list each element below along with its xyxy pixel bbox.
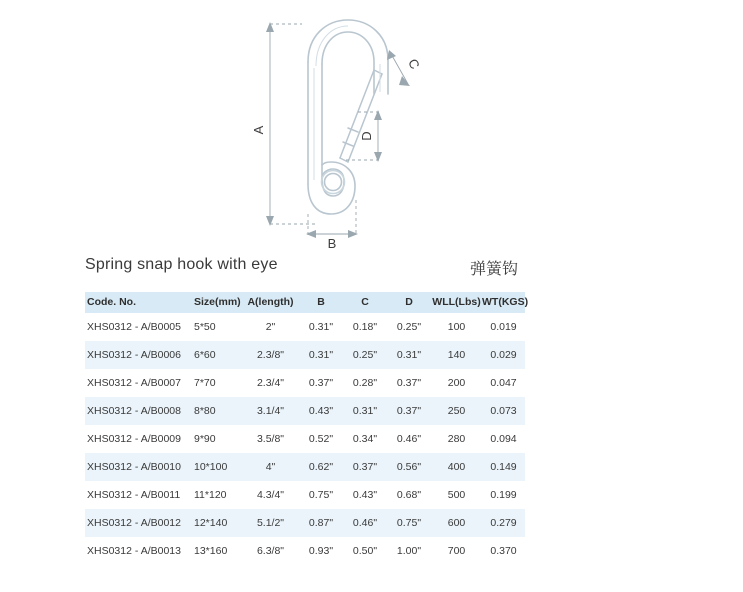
table-cell: 0.279	[482, 509, 525, 537]
dimension-label-b: B	[327, 236, 337, 248]
table-cell: 140	[431, 341, 482, 369]
table-cell: 5.1/2"	[242, 509, 299, 537]
table-cell: 10*100	[190, 453, 242, 481]
table-cell: 0.75"	[299, 481, 343, 509]
table-body	[85, 313, 525, 565]
table-cell: 100	[431, 313, 482, 341]
table-cell: 3.5/8"	[242, 425, 299, 453]
table-cell: 0.75"	[387, 509, 431, 537]
table-cell: 12*140	[190, 509, 242, 537]
table-cell: XHS0312 - A/B0005	[85, 313, 190, 341]
product-title-en: Spring snap hook with eye	[85, 256, 278, 273]
table-cell: 0.34"	[343, 425, 387, 453]
table-cell: 0.87"	[299, 509, 343, 537]
table-header-a: A(length)	[242, 292, 299, 313]
table-cell: 7*70	[190, 369, 242, 397]
table-cell: 0.28"	[343, 369, 387, 397]
table-cell: 0.37"	[387, 397, 431, 425]
table-cell: 0.93"	[299, 537, 343, 565]
table-row	[85, 425, 525, 453]
table-cell: 1.00"	[387, 537, 431, 565]
table-cell: 0.46"	[343, 509, 387, 537]
spec-table	[85, 292, 529, 565]
table-cell: XHS0312 - A/B0010	[85, 453, 190, 481]
table-cell: 0.073	[482, 397, 525, 425]
table-cell: 0.094	[482, 425, 525, 453]
spec-table-container	[85, 292, 529, 565]
table-cell: 0.047	[482, 369, 525, 397]
dimension-label-c: C	[405, 56, 423, 72]
table-cell: 0.52"	[299, 425, 343, 453]
table-cell: 6*60	[190, 341, 242, 369]
table-row	[85, 369, 525, 397]
table-cell: 8*80	[190, 397, 242, 425]
table-row	[85, 397, 525, 425]
table-cell: XHS0312 - A/B0012	[85, 509, 190, 537]
table-cell: 0.50"	[343, 537, 387, 565]
table-cell: 0.149	[482, 453, 525, 481]
table-header-c: C	[343, 292, 387, 313]
table-cell: 0.25"	[343, 341, 387, 369]
table-cell: 0.37"	[299, 369, 343, 397]
table-cell: 700	[431, 537, 482, 565]
table-cell: 0.43"	[343, 481, 387, 509]
table-cell: XHS0312 - A/B0007	[85, 369, 190, 397]
table-cell: 3.1/4"	[242, 397, 299, 425]
table-cell: 600	[431, 509, 482, 537]
table-cell: 0.029	[482, 341, 525, 369]
table-cell: 2.3/8"	[242, 341, 299, 369]
table-header-row	[85, 292, 525, 313]
table-cell: 2.3/4"	[242, 369, 299, 397]
table-row	[85, 341, 525, 369]
table-cell: XHS0312 - A/B0011	[85, 481, 190, 509]
table-cell: 0.31"	[299, 313, 343, 341]
table-row	[85, 313, 525, 341]
dimension-label-a: A	[251, 125, 266, 135]
product-title-cn: 弹簧钩	[470, 261, 519, 278]
table-cell: 0.68"	[387, 481, 431, 509]
table-cell: XHS0312 - A/B0008	[85, 397, 190, 425]
table-cell: 4"	[242, 453, 299, 481]
table-header-size: Size(mm)	[190, 292, 242, 313]
table-cell: 5*50	[190, 313, 242, 341]
table-cell: 0.37"	[343, 453, 387, 481]
table-cell: 400	[431, 453, 482, 481]
table-row	[85, 481, 525, 509]
table-cell: 200	[431, 369, 482, 397]
table-cell: 0.31"	[387, 341, 431, 369]
dimension-label-d: D	[359, 131, 374, 141]
table-cell: 0.18"	[343, 313, 387, 341]
table-cell: 11*120	[190, 481, 242, 509]
table-header-wll: WLL(Lbs)	[431, 292, 482, 313]
table-header-wt: WT(KGS)	[482, 292, 525, 313]
table-cell: 0.019	[482, 313, 525, 341]
table-cell: 0.370	[482, 537, 525, 565]
title-row	[0, 256, 743, 290]
table-cell: 0.37"	[387, 369, 431, 397]
table-cell: XHS0312 - A/B0009	[85, 425, 190, 453]
table-header-d: D	[387, 292, 431, 313]
table-cell: 2"	[242, 313, 299, 341]
table-row	[85, 509, 525, 537]
table-cell: 0.43"	[299, 397, 343, 425]
table-cell: 0.56"	[387, 453, 431, 481]
table-cell: 4.3/4"	[242, 481, 299, 509]
table-row	[85, 537, 525, 565]
table-cell: 6.3/8"	[242, 537, 299, 565]
table-cell: 0.46"	[387, 425, 431, 453]
table-cell: 280	[431, 425, 482, 453]
table-cell: 0.199	[482, 481, 525, 509]
table-cell: 13*160	[190, 537, 242, 565]
snap-hook-drawing	[230, 8, 510, 248]
table-header-b: B	[299, 292, 343, 313]
table-cell: 9*90	[190, 425, 242, 453]
table-row	[85, 453, 525, 481]
table-header-code: Code. No.	[85, 292, 190, 313]
table-cell: XHS0312 - A/B0006	[85, 341, 190, 369]
table-cell: 500	[431, 481, 482, 509]
table-cell: XHS0312 - A/B0013	[85, 537, 190, 565]
table-cell: 0.62"	[299, 453, 343, 481]
table-cell: 0.25"	[387, 313, 431, 341]
product-diagram	[0, 0, 743, 248]
table-cell: 0.31"	[343, 397, 387, 425]
table-cell: 0.31"	[299, 341, 343, 369]
table-cell: 250	[431, 397, 482, 425]
